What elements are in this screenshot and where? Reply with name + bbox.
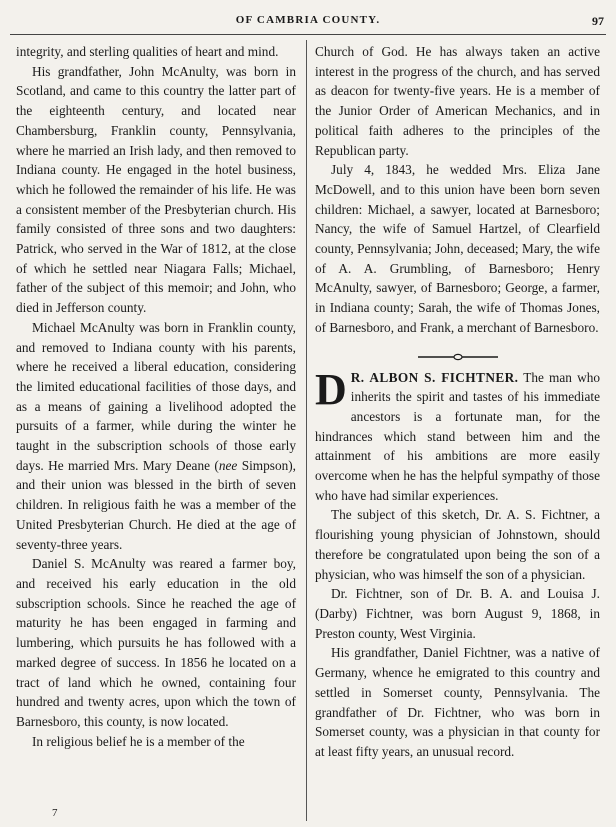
ornament-rule-icon [418, 352, 498, 362]
paragraph: Church of God. He has always taken an active interest in the progress of the church, and has served as deacon for twenty-five years. He is a member of the Junior Order of American Mechanics, and in political faith adheres to the principles of the Republican party. [315, 44, 600, 158]
running-title: OF CAMBRIA COUNTY. [235, 14, 381, 26]
paragraph: integrity, and sterling qualities of heart and mind. [16, 44, 279, 59]
right-column [315, 42, 600, 762]
paragraph-text: Michael McAnulty was born in Franklin county, and removed to Indiana county with his parents, where he received a liberal education, considering the limited educational facilities of those days, and as a means of gaining a livelihood adopted the pursuits of a farmer, while during the winter he taught in the subscription schools of those early days. He married Mrs. Mary Deane ( [16, 319, 296, 473]
paragraph: The subject of this sketch, Dr. A. S. Fichtner, a flourishing young physician of Johnstown, should therefore be congratulated upon being the son of a physician, who was himself the son of a physician. [315, 507, 600, 582]
header-rule [10, 34, 606, 35]
biography-name: R. ALBON S. FICHTNER. [350, 369, 519, 385]
paragraph: July 4, 1843, he wedded Mrs. Eliza Jane McDowell, and to this union have been born seven children: Michael, a sawyer, located at Barnesboro; Nancy, the wife of Samuel Hartzel, of Clearfield county, Pennsylvania; John, deceased; Mary, the wife of A. A. Grumbling, of Barnesboro; Henry McAnulty, sawyer, of Barnesboro; George, a farmer, in Indiana county; Sarah, the wife of Thomas Jones, of Barnesboro, and Frank, a merchant of Barnesboro. [315, 162, 600, 335]
column-divider [306, 40, 307, 821]
paragraph [16, 318, 296, 554]
signature-mark: 7 [52, 807, 58, 819]
paragraph: Daniel S. McAnulty was reared a farmer boy, and received his early education in the old subscription schools. Since he reached the age of maturity he has been engaged in farming and lumbering, which pursuits he has followed with a marked degree of success. In 1856 he located on a tract of land which he owned, containing four hundred and twenty acres, upon which the town of Barnesboro, this county, is now located. [16, 556, 296, 729]
section-ornament [315, 348, 600, 360]
paragraph: His grandfather, John McAnulty, was born in Scotland, and came to this country the latter part of the eighteenth century, and located near Chambersburg, Franklin county, Pennsylvania, where he married an Irish lady, and then removed to Indiana county. He engaged in the hotel business, which he followed the remainder of his life. He was a consistent member of the Presbyterian church. His family consisted of three sons and two daughters: Patrick, who served in the War of 1812, at the close of which he settled near Niagara Falls; Michael, father of the subject of this memoir; and John, who died in Jefferson county. [16, 63, 296, 316]
paragraph: His grandfather, Daniel Fichtner, was a native of Germany, whence he emigrated to this country and settled in Somerset county, Pennsylvania. The grandfather of Dr. Fichtner, who was born in Somerset county, was a physician in that county for at least fifty years, an unusual record. [315, 645, 600, 759]
drop-cap: D [315, 364, 347, 414]
paragraph-text: Simpson), and their union was blessed in the birth of seven children. In religious faith he was a member of the United Presbyterian Church. He died at the age of seventy-three years. [16, 457, 296, 552]
left-column [16, 42, 296, 751]
paragraph: In religious belief he is a member of the [32, 733, 245, 749]
italic-word: nee [218, 457, 238, 473]
page-number: 97 [592, 14, 604, 28]
paragraph-text: The man who inherits the spirit and tastes of his immediate ancestors is a fortunate man, for the hindrances which stand between him and the attainment of his ambitions are more easily overcome when he has the helpful sympathy of those who have had similar experiences. [315, 369, 600, 503]
biography-intro [315, 364, 600, 506]
paragraph: Dr. Fichtner, son of Dr. B. A. and Louisa J. (Darby) Fichtner, was born August 9, 1868, in Preston county, West Virginia. [315, 586, 600, 641]
